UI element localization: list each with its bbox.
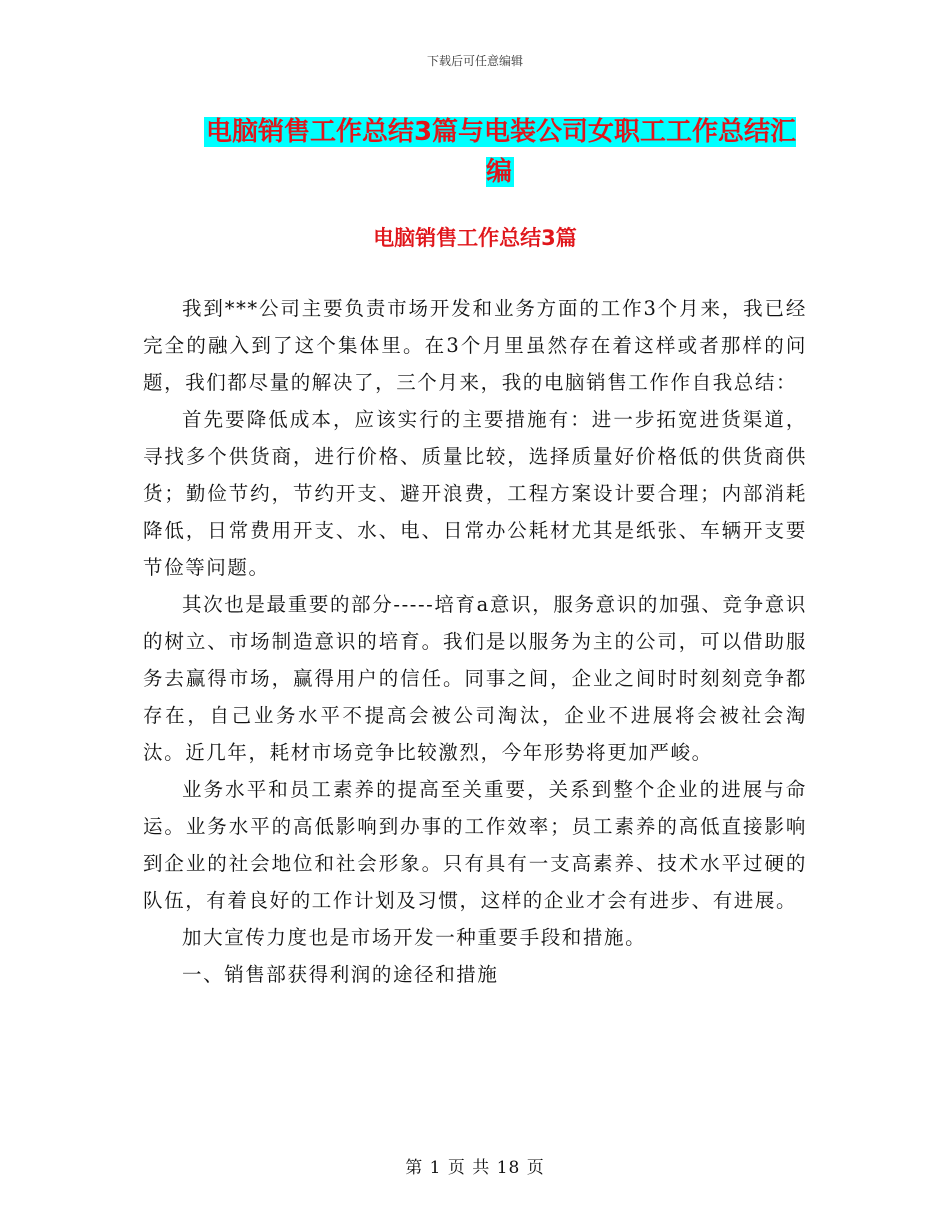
paragraph: 首先要降低成本，应该实行的主要措施有：进一步拓宽进货渠道，寻找多个供货商，进行价格、质量比较，选择质量好价格低的供货商供货；勤俭节约，节约开支、避开浪费，工程方案设计要合理；内部消耗降低，日常费用开支、水、电、日常办公耗材尤其是纸张、车辆开支要节俭等问题。 [143,408,807,579]
section-title: 电脑销售工作总结3篇 [373,226,577,250]
paragraph: 加大宣传力度也是市场开发一种重要手段和措施。 [182,926,647,949]
paragraph: 业务水平和员工素养的提高至关重要，关系到整个企业的进展与命运。业务水平的高低影响到办事的工作效率；员工素养的高低直接影响到企业的社会地位和社会形象。只有具有一支高素养、技术水平过硬的队伍，有着良好的工作计划及习惯，这样的企业才会有进步、有进展。 [143,778,807,912]
paragraph: 我到***公司主要负责市场开发和业务方面的工作3个月来，我已经完全的融入到了这个集体里。在3个月里虽然存在着这样或者那样的问题，我们都尽量的解决了，三个月来，我的电脑销售工作作自我总结： [143,297,807,394]
document-title [190,112,810,192]
document-body [143,290,807,993]
header-note: 下载后可任意编辑 [426,54,523,68]
page-number-footer: 第 1 页 共 18 页 [405,1158,545,1178]
title-highlight: 电脑销售工作总结3篇与电装公司女职工工作总结汇编 [205,117,797,187]
paragraph: 一、销售部获得利润的途径和措施 [182,963,499,986]
paragraph: 其次也是最重要的部分-----培育a意识，服务意识的加强、竞争意识的树立、市场制造意识的培育。我们是以服务为主的公司，可以借助服务去赢得市场，赢得用户的信任。同事之间，企业之间时时刻刻竞争都存在，自己业务水平不提高会被公司淘汰，企业不进展将会被社会淘汰。近几年，耗材市场竞争比较激烈，今年形势将更加严峻。 [143,593,807,764]
